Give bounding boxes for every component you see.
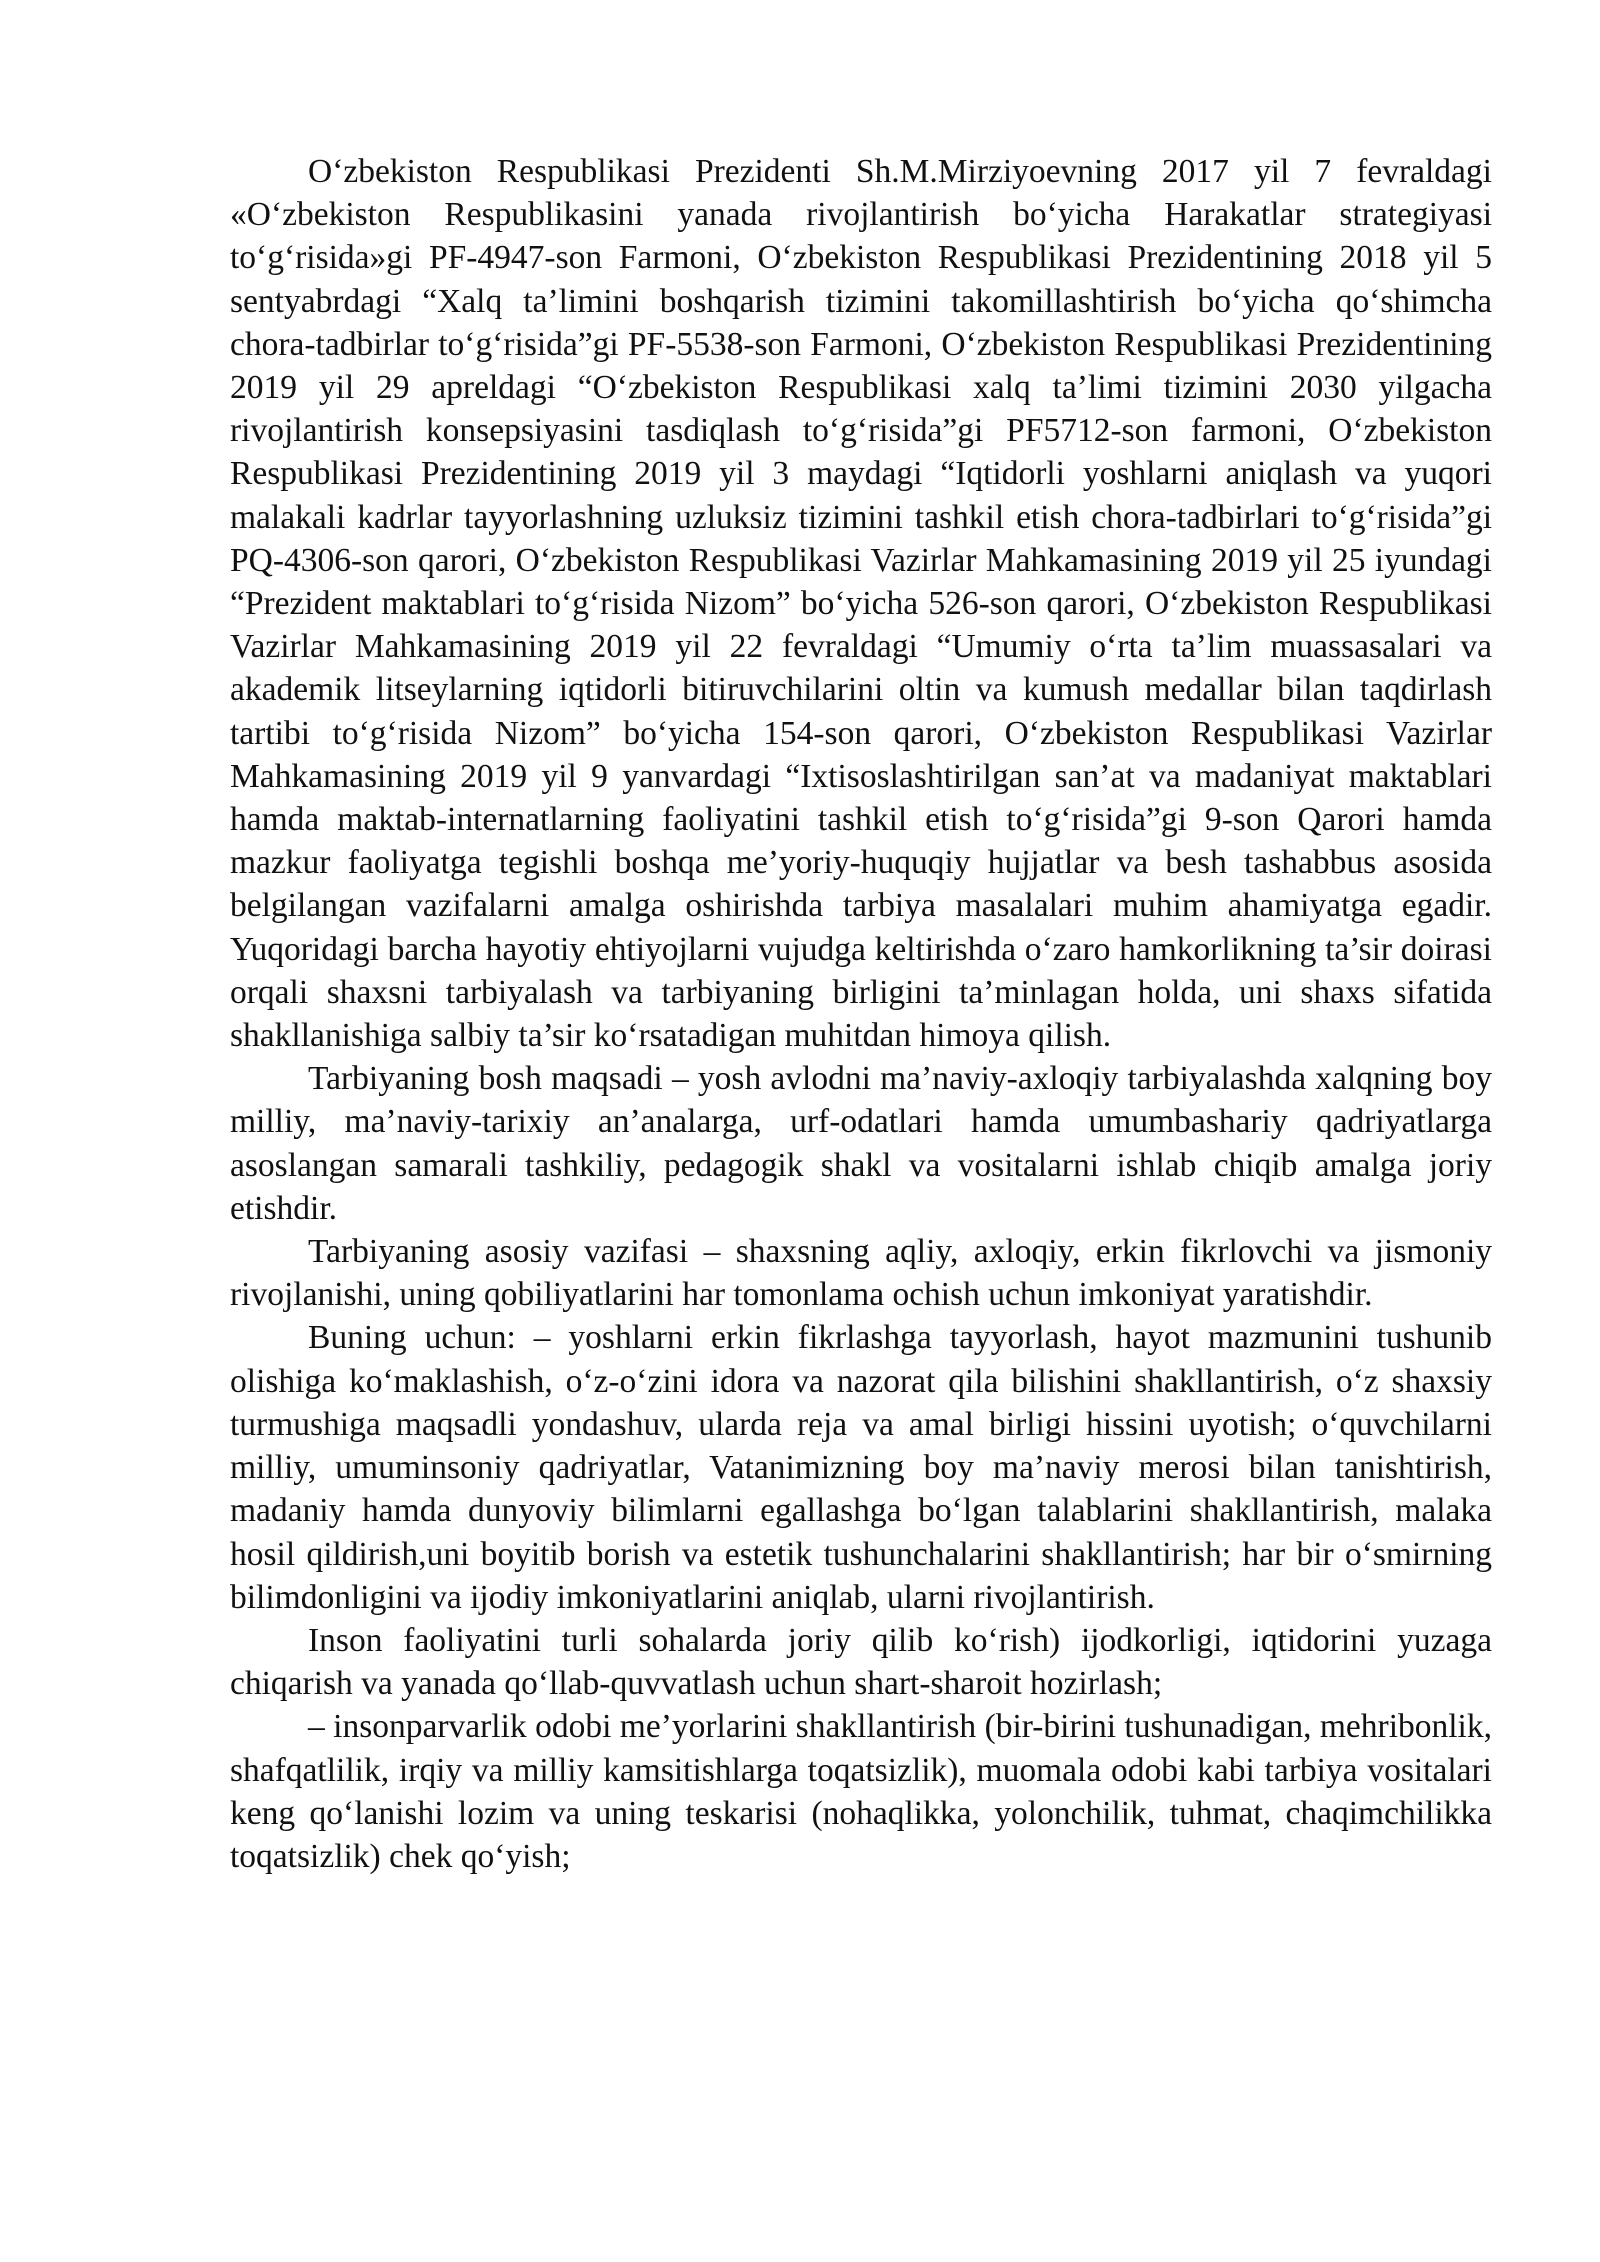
paragraph-for-this: Buning uchun: – yoshlarni erkin fikrlashga tayyorlash, hayot mazmunini tushunib olishiga ko‘maklashish, o‘z-o‘zini idora va nazorat qila bilishini shakllantirish, o‘z shaxsiy turmushiga maqsadli yondashuv, ularda reja va amal birligi hissini uyotish; o‘quvchilarni milliy, umuminsoniy qadriyatlar, Vatanimizning boy ma’naviy merosi bilan tanishtirish, madaniy hamda dunyoviy bilimlarni egallashga bo‘lgan talablarini shakllantirish, malaka hosil qildirish,uni boyitib borish va estetik tushunchalarini shakllantirish; har bir o‘smirning bilimdonligini va ijodiy imkoniyatlarini aniqlab, ularni rivojlantirish. (230, 1319, 1492, 1616)
paragraph-humanism: – insonparvarlik odobi me’yorlarini shakllantirish (bir-birini tushunadigan, mehribonlik, shafqatlilik, irqiy va milliy kamsitishlarga toqatsizlik), muomala odobi kabi tarbiya vositalari keng qo‘lanishi lozim va uning teskarisi (nohaqlikka, yolonchilik, tuhmat, chaqimchilikka toqatsizlik) chek qo‘yish; (230, 1708, 1492, 1875)
paragraph-human-activity: Inson faoliyatini turli sohalarda joriy qilib ko‘rish) ijodkorligi, iqtidorini yuzaga chiqarish va yanada qo‘llab-quvvatlash uchun shart-sharoit hozirlash; (230, 1621, 1492, 1703)
paragraph-main-goal: Tarbiyaning bosh maqsadi – yosh avlodni ma’naviy-axloqiy tarbiyalashda xalqning boy milliy, ma’naviy-tarixiy an’analarga, urf-odatlari hamda umumbashariy qadriyatlarga asoslangan samarali tashkiliy, pedagogik shakl va vositalarni ishlab chiqib amalga joriy etishdir. (230, 1060, 1492, 1227)
paragraph-legal-basis: O‘zbekiston Respublikasi Prezidenti Sh.M.Mirziyoevning 2017 yil 7 fevraldagi «O‘zbekiston Respublikasini yanada rivojlantirish bo‘yicha Harakatlar strategiyasi to‘g‘risida»gi PF-4947-son Farmoni, O‘zbekiston Respublikasi Prezidentining 2018 yil 5 sentyabrdagi “Xalq ta’limini boshqarish tizimini takomillashtirish bo‘yicha qo‘shimcha chora-tadbirlar to‘g‘risida”gi PF-5538-son Farmoni, O‘zbekiston Respublikasi Prezidentining 2019 yil 29 apreldagi “O‘zbekiston Respublikasi xalq ta’limi tizimini 2030 yilgacha rivojlantirish konsepsiyasini tasdiqlash to‘g‘risida”gi PF5712-son farmoni, O‘zbekiston Respublikasi Prezidentining 2019 yil 3 maydagi “Iqtidorli yoshlarni aniqlash va yuqori malakali kadrlar tayyorlashning uzluksiz tizimini tashkil etish chora-tadbirlari to‘g‘risida”gi PQ-4306-son qarori, O‘zbekiston Respublikasi Vazirlar Mahkamasining 2019 yil 25 iyundagi “Prezident maktablari to‘g‘risida Nizom” bo‘yicha 526-son qarori, O‘zbekiston Respublikasi Vazirlar Mahkamasining 2019 yil 22 fevraldagi “Umumiy o‘rta ta’lim muassasalari va akademik litseylarning iqtidorli bitiruvchilarini oltin va kumush medallar bilan taqdirlash tartibi to‘g‘risida Nizom” bo‘yicha 154-son qarori, O‘zbekiston Respublikasi Vazirlar Mahkamasining 2019 yil 9 yanvardagi “Ixtisoslashtirilgan san’at va madaniyat maktablari hamda maktab-internatlarning faoliyatini tashkil etish to‘g‘risida”gi 9-son Qarori hamda mazkur faoliyatga tegishli boshqa me’yoriy-huquqiy hujjatlar va besh tashabbus asosida belgilangan vazifalarni amalga oshirishda tarbiya masalalari muhim ahamiyatga egadir. Yuqoridagi barcha hayotiy ehtiyojlarni vujudga keltirishda o‘zaro hamkorlikning ta’sir doirasi orqali shaxsni tarbiyalash va tarbiyaning birligini ta’minlagan holda, uni shaxs sifatida shakllanishiga salbiy ta’sir ko‘rsatadigan muhitdan himoya qilish. (230, 153, 1492, 1055)
document-page (230, 150, 1492, 1878)
paragraph-main-task: Tarbiyaning asosiy vazifasi – shaxsning aqliy, axloqiy, erkin fikrlovchi va jismoniy rivojlanishi, uning qobiliyatlarini har tomonlama ochish uchun imkoniyat yaratishdir. (230, 1233, 1492, 1314)
